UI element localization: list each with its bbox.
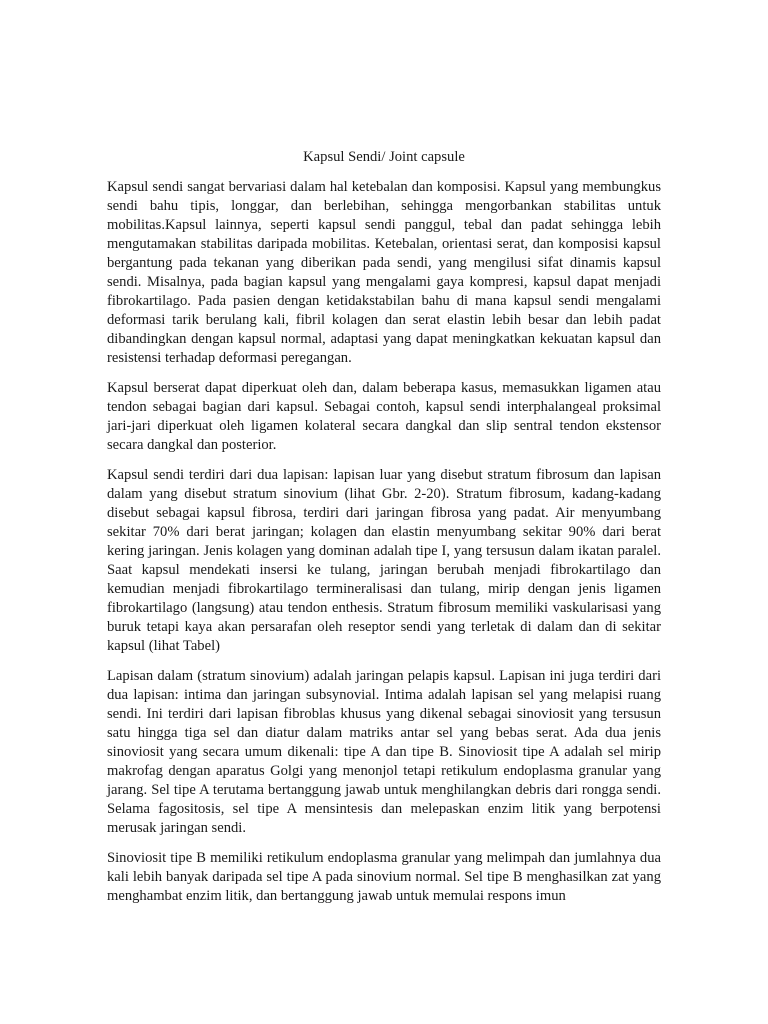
document-title: Kapsul Sendi/ Joint capsule (303, 149, 465, 165)
paragraph-1: Kapsul sendi sangat bervariasi dalam hal ketebalan dan komposisi. Kapsul yang membungkus sendi bahu tipis, longgar, dan berlebihan, sehingga mengorbankan stabilitas untuk mobilitas.Kapsul lainnya, seperti kapsul sendi panggul, tebal dan padat sehingga lebih mengutamakan stabilitas daripada mobilitas. Ketebalan, orientasi serat, dan komposisi kapsul bergantung pada tekanan yang diberikan pada sendi, yang mengilusi sifat dinamis kapsul sendi. Misalnya, pada bagian kapsul yang mengalami gaya kompresi, kapsul dapat menjadi fibrokartilago. Pada pasien dengan ketidakstabilan bahu di mana kapsul sendi mengalami deformasi tarik berulang kali, fibril kolagen dan serat elastin lebih besar dan lebih padat dibandingkan dengan kapsul normal, adaptasi yang dapat meningkatkan kekuatan kapsul dan resistensi terhadap deformasi peregangan. (107, 179, 661, 366)
paragraph-4: Lapisan dalam (stratum sinovium) adalah jaringan pelapis kapsul. Lapisan ini juga terdiri dari dua lapisan: intima dan jaringan subsynovial. Intima adalah lapisan sel yang melapisi ruang sendi. Ini terdiri dari lapisan fibroblas khusus yang dikenal sebagai sinoviosit yang tersusun satu hingga tiga sel dan diatur dalam matriks antar sel yang bebas serat. Ada dua jenis sinoviosit yang secara umum dikenali: tipe A dan tipe B. Sinoviosit tipe A adalah sel mirip makrofag dengan aparatus Golgi yang menonjol tetapi retikulum endoplasma granular yang jarang. Sel tipe A terutama bertanggung jawab untuk menghilangkan debris dari rongga sendi. Selama fagositosis, sel tipe A mensintesis dan melepaskan enzim litik yang berpotensi merusak jaringan sendi. (107, 668, 661, 836)
paragraph-5: Sinoviosit tipe B memiliki retikulum endoplasma granular yang melimpah dan jumlahnya dua kali lebih banyak daripada sel tipe A pada sinovium normal. Sel tipe B menghasilkan zat yang menghambat enzim litik, dan bertanggung jawab untuk memulai respons imun (107, 850, 661, 904)
paragraph-3: Kapsul sendi terdiri dari dua lapisan: lapisan luar yang disebut stratum fibrosum dan lapisan dalam yang disebut stratum sinovium (lihat Gbr. 2-20). Stratum fibrosum, kadang-kadang disebut sebagai kapsul fibrosa, terdiri dari jaringan fibrosa yang padat. Air menyumbang sekitar 70% dari berat jaringan; kolagen dan elastin menyumbang sekitar 90% dari berat kering jaringan. Jenis kolagen yang dominan adalah tipe I, yang tersusun dalam ikatan paralel. Saat kapsul mendekati insersi ke tulang, jaringan berubah menjadi fibrokartilago dan kemudian menjadi fibrokartilago termineralisasi dan tulang, mirip dengan jenis ligamen fibrokartilago (langsung) atau tendon enthesis. Stratum fibrosum memiliki vaskularisasi yang buruk tetapi kaya akan persarafan oleh reseptor sendi yang terletak di dalam dan di sekitar kapsul (lihat Tabel) (107, 467, 661, 654)
document-page (107, 148, 661, 906)
paragraph-2: Kapsul berserat dapat diperkuat oleh dan, dalam beberapa kasus, memasukkan ligamen atau tendon sebagai bagian dari kapsul. Sebagai contoh, kapsul sendi interphalangeal proksimal jari-jari diperkuat oleh ligamen kolateral secara dangkal dan slip sentral tendon ekstensor secara dangkal dan posterior. (107, 380, 661, 453)
